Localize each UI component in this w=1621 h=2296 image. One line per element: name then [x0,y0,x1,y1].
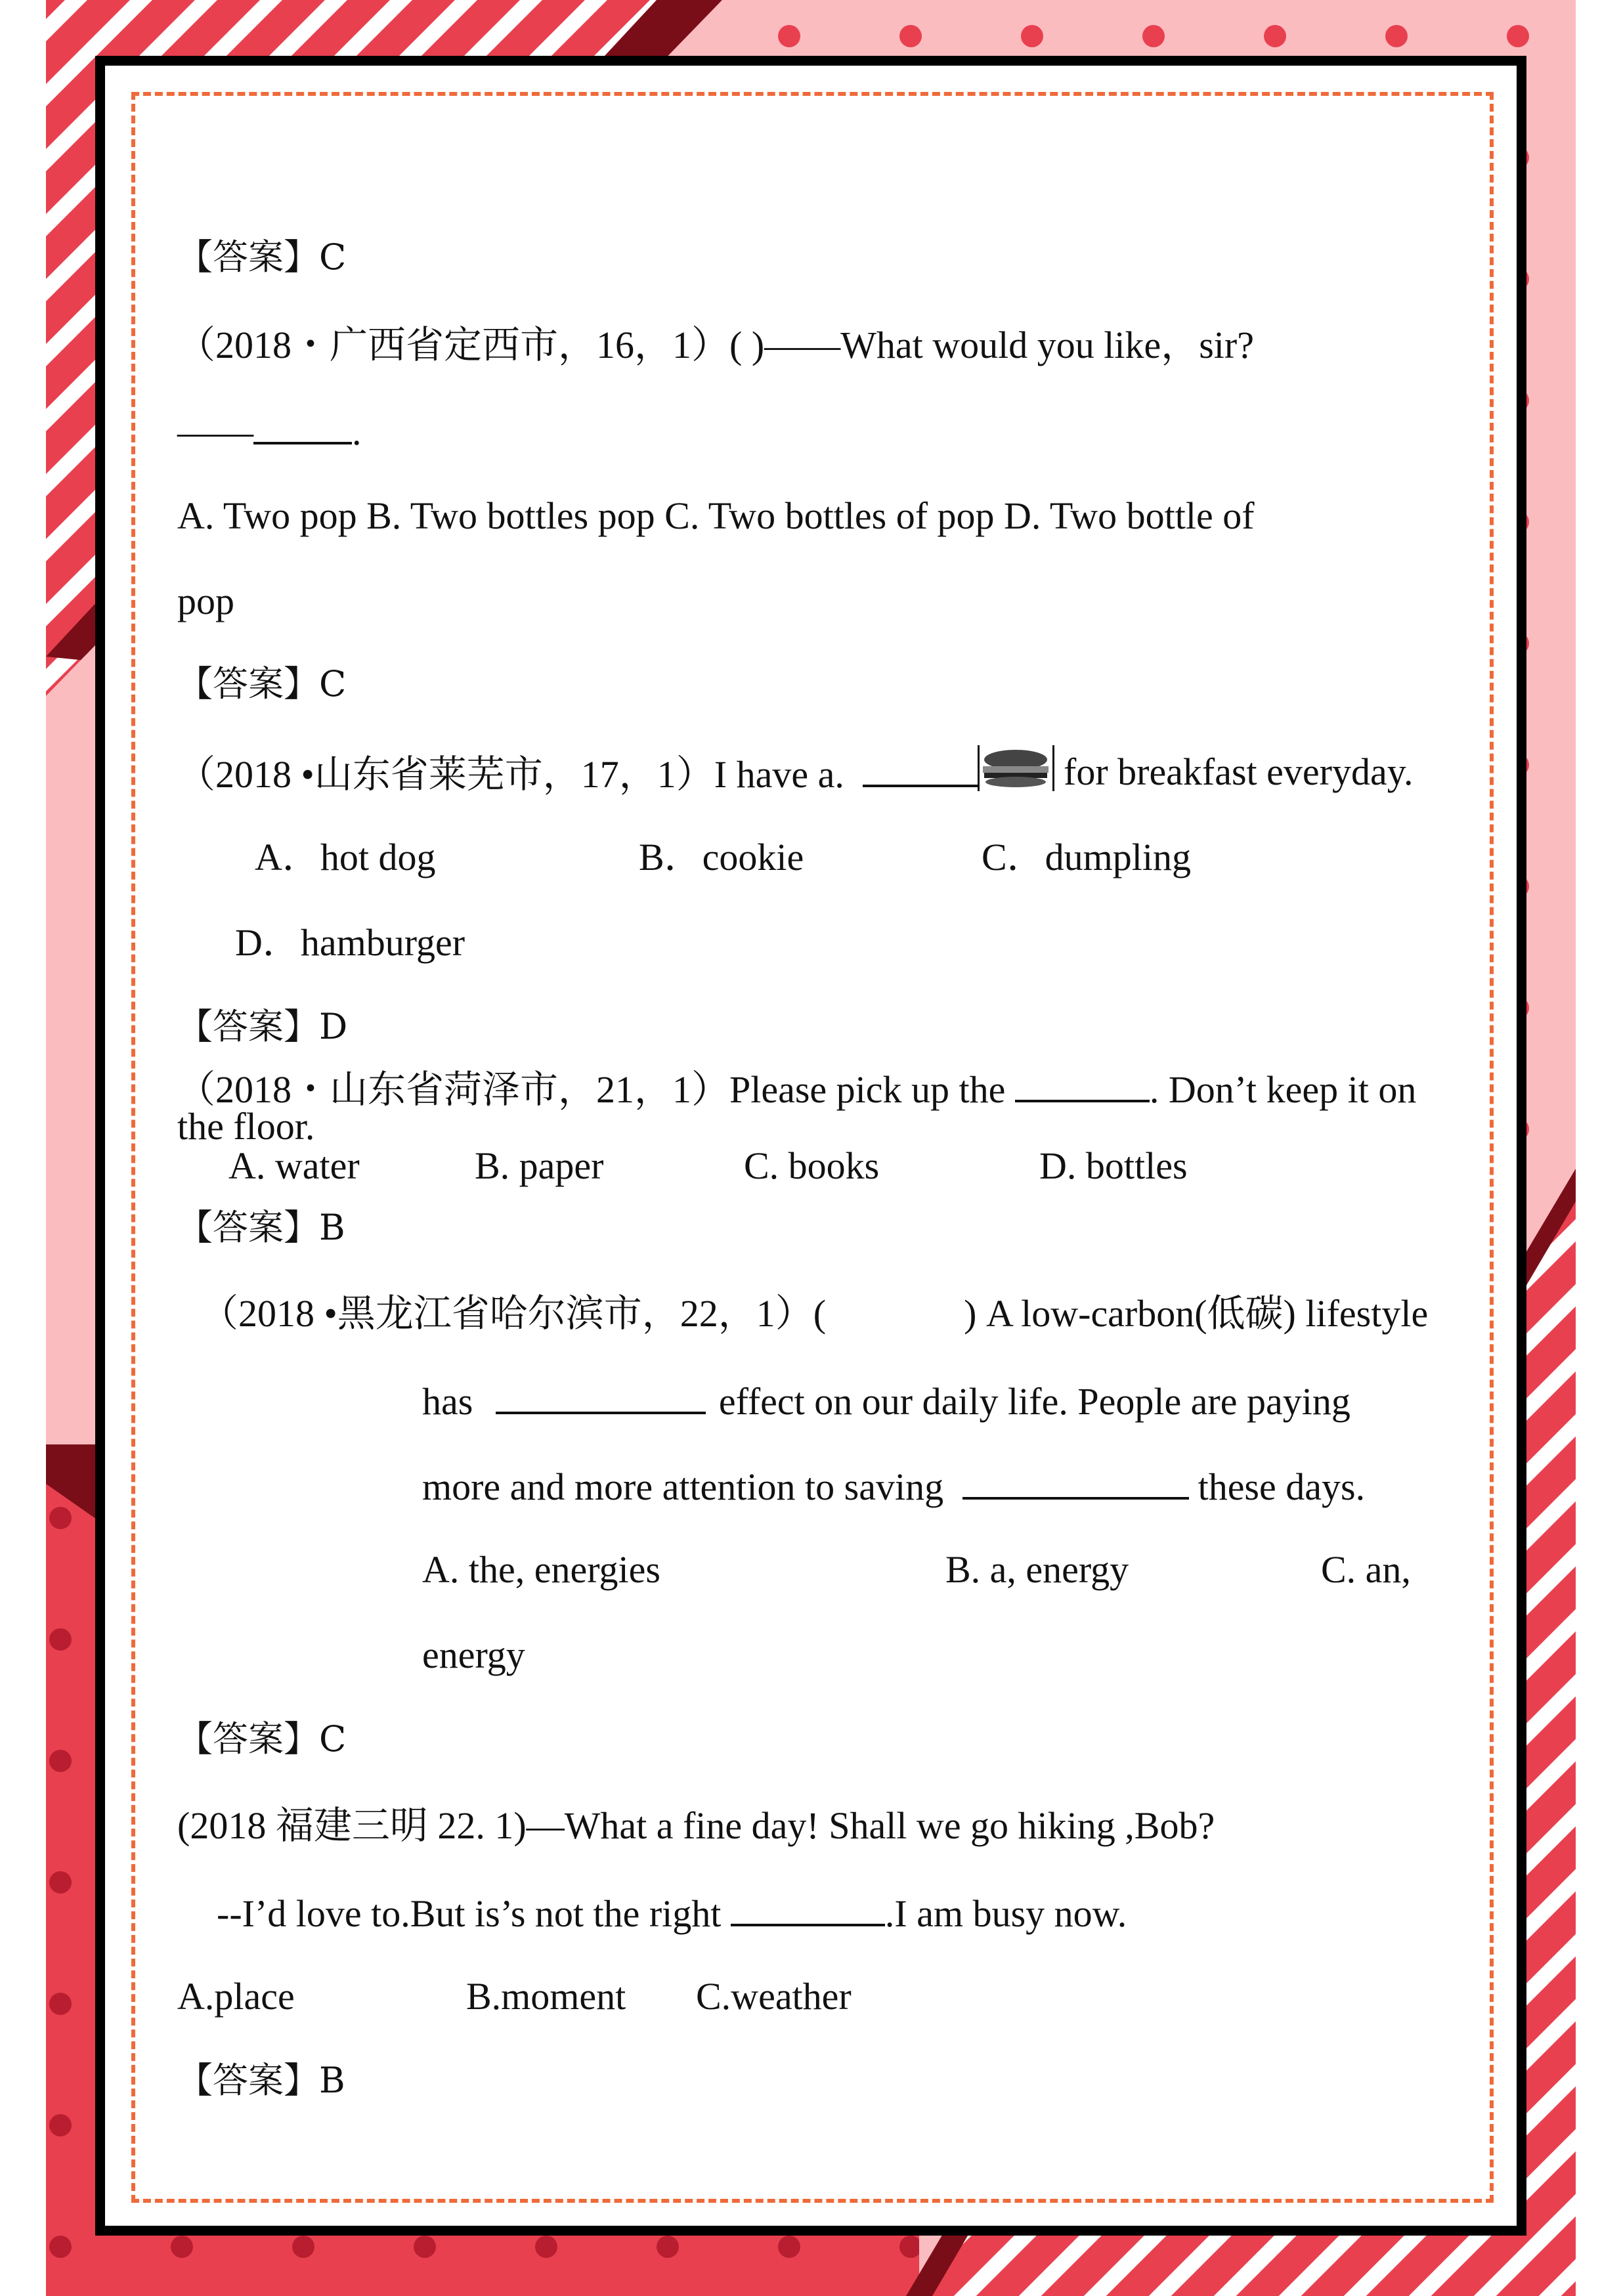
option-c: C．dumpling [982,836,1192,878]
option-a: A．hot dog [255,836,436,878]
answer-blank [962,1465,1189,1500]
option-a: A. water [228,1144,360,1187]
stem-text-end: effect on our daily life. People are paying [718,1380,1351,1423]
answer-blank [1015,1068,1150,1102]
question-stem-continued: the floor. [177,1105,315,1148]
question-line-2 [422,1380,1351,1421]
options-line: A. Two pop B. Two bottles pop C. Two bottles of pop D. Two bottle of [177,494,1255,537]
question-stem [177,753,978,794]
option-d: D. bottles [1039,1144,1188,1187]
question-stem [177,1068,1416,1109]
option-b: B. a, energy [945,1548,1129,1591]
answer-blank [253,410,352,444]
option-a: A.place [177,1975,295,2018]
option-d: D．hamburger [235,921,465,964]
answer-label: 【答案】B [177,1207,345,1248]
hamburger-icon [975,745,1057,791]
answer-label: 【答案】C [177,1718,347,1760]
option-b: B.moment [466,1975,626,2018]
question-stem: （2018・广西省定西市，16，1）( )——What would you like，sir? [177,324,1254,366]
option-b: B. paper [475,1144,604,1187]
question-line-3 [422,1465,1365,1506]
stem-text: --I’d love to.But is’s not the right [217,1892,722,1935]
answer-label: 【答案】D [177,1006,348,1047]
stem-text: more and more attention to saving [422,1465,944,1508]
period-text: . [352,410,362,453]
question-stem-end: for breakfast everyday. [1064,750,1414,793]
stem-text-end: .I am busy now. [884,1892,1127,1935]
question-response [177,410,362,451]
stem-text: （2018・山东省菏泽市，21，1）Please pick up the [177,1068,1006,1111]
answer-blank [731,1892,885,1926]
stem-text-end: . Don’t keep it on [1149,1068,1417,1111]
option-b: B．cookie [639,836,804,878]
question-line-2 [217,1892,1127,1933]
stem-text-end: these days. [1198,1465,1366,1508]
options-line-continued: pop [177,580,234,622]
option-c: C.weather [696,1975,852,2018]
stem-text: （2018 •山东省莱芜市，17，1）I have a. [177,753,844,796]
answer-label: 【答案】B [177,2060,345,2101]
option-c: C. books [744,1144,880,1187]
stem-text: has [422,1380,473,1423]
question-stem [200,1292,1429,1335]
answer-label: 【答案】C [177,236,347,278]
option-c: C. an, [1321,1548,1411,1591]
option-a: A. the, energies [422,1548,660,1591]
option-c-continued: energy [422,1634,525,1676]
stem-text-end: ) A low-carbon(低碳) lifestyle [964,1292,1429,1335]
answer-blank [496,1380,706,1414]
question-stem: (2018 福建三明 22. 1)—What a fine day! Shall we go hiking ,Bob? [177,1804,1215,1847]
stem-text: （2018 •黑龙江省哈尔滨市，22，1）( [200,1292,827,1335]
answer-label: 【答案】C [177,663,347,704]
dash-text: —— [177,410,253,453]
answer-blank [863,753,978,787]
